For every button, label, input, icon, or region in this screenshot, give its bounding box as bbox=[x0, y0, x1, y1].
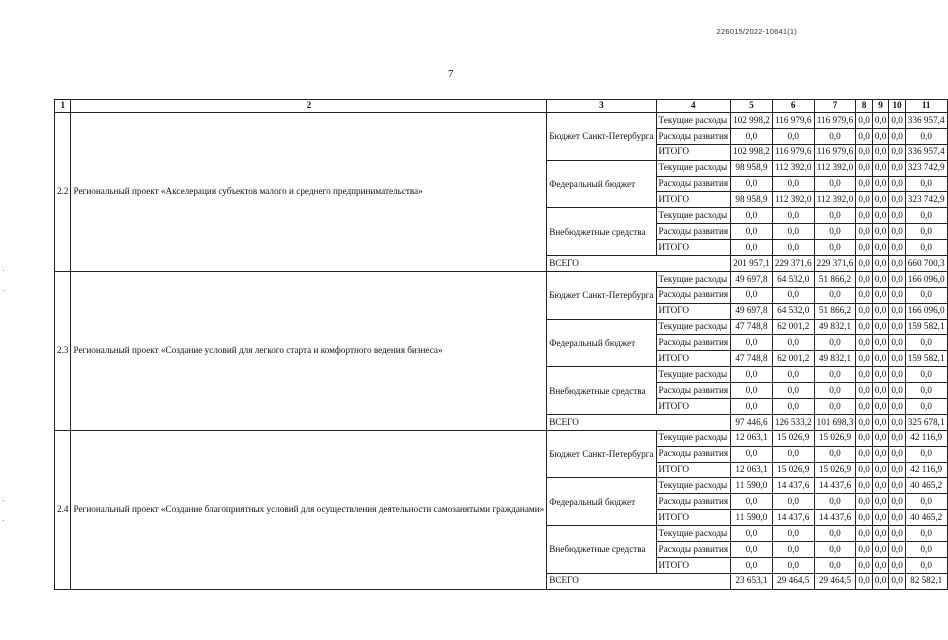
value-cell: 0,0 bbox=[856, 335, 872, 351]
value-cell: 0,0 bbox=[872, 367, 888, 383]
value-cell: 47 748,8 bbox=[731, 351, 773, 367]
value-cell: 0,0 bbox=[905, 542, 947, 558]
value-cell: 116 979,6 bbox=[814, 144, 856, 160]
value-cell: 0,0 bbox=[856, 144, 872, 160]
value-cell: 0,0 bbox=[814, 335, 856, 351]
header-row bbox=[55, 100, 948, 113]
value-cell: 0,0 bbox=[814, 224, 856, 240]
expense-type: Расходы развития bbox=[656, 128, 731, 144]
value-cell: 0,0 bbox=[772, 446, 814, 462]
value-cell: 0,0 bbox=[889, 160, 905, 176]
value-cell: 0,0 bbox=[856, 494, 872, 510]
value-cell: 0,0 bbox=[872, 557, 888, 573]
column-header: 10 bbox=[889, 100, 905, 113]
value-cell: 0,0 bbox=[905, 335, 947, 351]
column-header: 1 bbox=[55, 100, 71, 113]
value-cell: 42 116,9 bbox=[905, 430, 947, 446]
total-value-cell: 126 533,2 bbox=[772, 414, 814, 430]
value-cell: 0,0 bbox=[872, 542, 888, 558]
value-cell: 15 026,9 bbox=[772, 430, 814, 446]
funding-source: Бюджет Санкт-Петербурга bbox=[547, 271, 656, 319]
value-cell: 112 392,0 bbox=[772, 160, 814, 176]
value-cell: 0,0 bbox=[889, 351, 905, 367]
expense-type: Текущие расходы bbox=[656, 113, 731, 129]
value-cell: 336 957,4 bbox=[905, 113, 947, 129]
value-cell: 116 979,6 bbox=[814, 113, 856, 129]
value-cell: 0,0 bbox=[872, 383, 888, 399]
value-cell: 0,0 bbox=[889, 383, 905, 399]
total-value-cell: 0,0 bbox=[856, 573, 872, 589]
value-cell: 0,0 bbox=[772, 176, 814, 192]
project-name: Региональный проект «Создание благоприятных условий для осуществления деятельности самозанятыми гражданами» bbox=[71, 430, 547, 589]
value-cell: 0,0 bbox=[731, 335, 773, 351]
expense-type: ИТОГО bbox=[656, 510, 731, 526]
column-header: 9 bbox=[872, 100, 888, 113]
value-cell: 0,0 bbox=[905, 557, 947, 573]
table-row bbox=[55, 271, 948, 287]
value-cell: 159 582,1 bbox=[905, 319, 947, 335]
value-cell: 0,0 bbox=[905, 383, 947, 399]
total-value-cell: 229 371,6 bbox=[814, 256, 856, 272]
value-cell: 0,0 bbox=[814, 176, 856, 192]
expense-type: ИТОГО bbox=[656, 192, 731, 208]
value-cell: 0,0 bbox=[905, 240, 947, 256]
expense-type: Расходы развития bbox=[656, 494, 731, 510]
column-header: 5 bbox=[731, 100, 773, 113]
value-cell: 0,0 bbox=[772, 128, 814, 144]
value-cell: 49 697,8 bbox=[731, 303, 773, 319]
value-cell: 0,0 bbox=[814, 446, 856, 462]
value-cell: 0,0 bbox=[872, 160, 888, 176]
expense-type: ИТОГО bbox=[656, 351, 731, 367]
value-cell: 0,0 bbox=[814, 526, 856, 542]
value-cell: 0,0 bbox=[872, 208, 888, 224]
expense-type: Расходы развития bbox=[656, 383, 731, 399]
expense-type: ИТОГО bbox=[656, 144, 731, 160]
value-cell: 98 958,9 bbox=[731, 160, 773, 176]
value-cell: 0,0 bbox=[856, 287, 872, 303]
expense-type: ИТОГО bbox=[656, 303, 731, 319]
value-cell: 159 582,1 bbox=[905, 351, 947, 367]
value-cell: 0,0 bbox=[856, 462, 872, 478]
value-cell: 0,0 bbox=[772, 526, 814, 542]
value-cell: 0,0 bbox=[889, 542, 905, 558]
value-cell: 0,0 bbox=[872, 351, 888, 367]
value-cell: 0,0 bbox=[905, 367, 947, 383]
value-cell: 0,0 bbox=[772, 399, 814, 415]
value-cell: 0,0 bbox=[889, 319, 905, 335]
value-cell: 0,0 bbox=[889, 208, 905, 224]
total-value-cell: 0,0 bbox=[889, 256, 905, 272]
value-cell: 40 465,2 bbox=[905, 478, 947, 494]
value-cell: 0,0 bbox=[772, 240, 814, 256]
total-value-cell: 0,0 bbox=[872, 573, 888, 589]
value-cell: 0,0 bbox=[772, 494, 814, 510]
value-cell: 0,0 bbox=[731, 542, 773, 558]
value-cell: 0,0 bbox=[731, 367, 773, 383]
expense-type: Расходы развития bbox=[656, 335, 731, 351]
value-cell: 0,0 bbox=[889, 176, 905, 192]
binder-mark bbox=[3, 290, 4, 291]
value-cell: 0,0 bbox=[905, 287, 947, 303]
value-cell: 0,0 bbox=[814, 399, 856, 415]
value-cell: 0,0 bbox=[856, 128, 872, 144]
value-cell: 0,0 bbox=[905, 446, 947, 462]
value-cell: 0,0 bbox=[856, 271, 872, 287]
value-cell: 0,0 bbox=[889, 240, 905, 256]
funding-source: Внебюджетные средства bbox=[547, 208, 656, 256]
value-cell: 0,0 bbox=[814, 542, 856, 558]
value-cell: 0,0 bbox=[889, 144, 905, 160]
value-cell: 0,0 bbox=[889, 287, 905, 303]
value-cell: 0,0 bbox=[872, 271, 888, 287]
binder-mark bbox=[3, 500, 4, 501]
value-cell: 0,0 bbox=[872, 176, 888, 192]
value-cell: 112 392,0 bbox=[814, 192, 856, 208]
value-cell: 15 026,9 bbox=[772, 462, 814, 478]
value-cell: 323 742,9 bbox=[905, 160, 947, 176]
total-value-cell: 229 371,6 bbox=[772, 256, 814, 272]
value-cell: 0,0 bbox=[905, 526, 947, 542]
binder-mark bbox=[3, 270, 4, 271]
value-cell: 0,0 bbox=[772, 208, 814, 224]
value-cell: 0,0 bbox=[889, 128, 905, 144]
value-cell: 0,0 bbox=[772, 335, 814, 351]
value-cell: 0,0 bbox=[889, 399, 905, 415]
value-cell: 0,0 bbox=[905, 128, 947, 144]
expense-type: Текущие расходы bbox=[656, 160, 731, 176]
column-header: 4 bbox=[656, 100, 731, 113]
total-value-cell: 0,0 bbox=[872, 414, 888, 430]
value-cell: 0,0 bbox=[872, 462, 888, 478]
value-cell: 0,0 bbox=[731, 399, 773, 415]
value-cell: 42 116,9 bbox=[905, 462, 947, 478]
funding-source: Федеральный бюджет bbox=[547, 160, 656, 208]
value-cell: 0,0 bbox=[872, 494, 888, 510]
value-cell: 0,0 bbox=[856, 430, 872, 446]
column-header: 11 bbox=[905, 100, 947, 113]
value-cell: 0,0 bbox=[872, 335, 888, 351]
value-cell: 64 532,0 bbox=[772, 271, 814, 287]
value-cell: 0,0 bbox=[872, 319, 888, 335]
total-value-cell: 0,0 bbox=[856, 256, 872, 272]
funding-source: Бюджет Санкт-Петербурга bbox=[547, 113, 656, 161]
value-cell: 0,0 bbox=[905, 494, 947, 510]
value-cell: 0,0 bbox=[889, 446, 905, 462]
value-cell: 0,0 bbox=[856, 557, 872, 573]
expense-type: ИТОГО bbox=[656, 399, 731, 415]
value-cell: 0,0 bbox=[889, 478, 905, 494]
value-cell: 0,0 bbox=[872, 287, 888, 303]
value-cell: 0,0 bbox=[889, 113, 905, 129]
column-header: 7 bbox=[814, 100, 856, 113]
value-cell: 0,0 bbox=[872, 113, 888, 129]
value-cell: 0,0 bbox=[872, 128, 888, 144]
value-cell: 0,0 bbox=[814, 287, 856, 303]
value-cell: 0,0 bbox=[889, 462, 905, 478]
total-value-cell: 82 582,1 bbox=[905, 573, 947, 589]
value-cell: 102 998,2 bbox=[731, 144, 773, 160]
expense-type: Текущие расходы bbox=[656, 430, 731, 446]
value-cell: 0,0 bbox=[856, 240, 872, 256]
value-cell: 0,0 bbox=[872, 399, 888, 415]
expense-type: Расходы развития bbox=[656, 176, 731, 192]
value-cell: 0,0 bbox=[872, 510, 888, 526]
section-index: 2.2 bbox=[55, 113, 71, 272]
project-name: Региональный проект «Акселерация субъектов малого и среднего предпринимательства» bbox=[71, 113, 547, 272]
table-row bbox=[55, 113, 948, 129]
value-cell: 12 063,1 bbox=[731, 462, 773, 478]
value-cell: 0,0 bbox=[872, 240, 888, 256]
expense-type: ИТОГО bbox=[656, 240, 731, 256]
value-cell: 0,0 bbox=[889, 526, 905, 542]
funding-source: Федеральный бюджет bbox=[547, 319, 656, 367]
budget-table bbox=[54, 99, 948, 590]
value-cell: 0,0 bbox=[856, 303, 872, 319]
value-cell: 0,0 bbox=[731, 446, 773, 462]
value-cell: 0,0 bbox=[814, 208, 856, 224]
value-cell: 0,0 bbox=[905, 224, 947, 240]
total-value-cell: 0,0 bbox=[889, 573, 905, 589]
funding-source: Федеральный бюджет bbox=[547, 478, 656, 526]
value-cell: 0,0 bbox=[905, 208, 947, 224]
value-cell: 0,0 bbox=[731, 208, 773, 224]
value-cell: 51 866,2 bbox=[814, 303, 856, 319]
value-cell: 0,0 bbox=[889, 224, 905, 240]
expense-type: Текущие расходы bbox=[656, 319, 731, 335]
value-cell: 0,0 bbox=[856, 192, 872, 208]
value-cell: 0,0 bbox=[856, 399, 872, 415]
binder-mark bbox=[3, 520, 4, 521]
total-value-cell: 29 464,5 bbox=[814, 573, 856, 589]
value-cell: 0,0 bbox=[889, 494, 905, 510]
value-cell: 14 437,6 bbox=[814, 478, 856, 494]
value-cell: 102 998,2 bbox=[731, 113, 773, 129]
value-cell: 0,0 bbox=[889, 430, 905, 446]
value-cell: 336 957,4 bbox=[905, 144, 947, 160]
column-header: 2 bbox=[71, 100, 547, 113]
value-cell: 0,0 bbox=[731, 240, 773, 256]
expense-type: Расходы развития bbox=[656, 224, 731, 240]
value-cell: 0,0 bbox=[872, 303, 888, 319]
value-cell: 323 742,9 bbox=[905, 192, 947, 208]
total-label: ВСЕГО bbox=[547, 573, 731, 589]
value-cell: 0,0 bbox=[814, 494, 856, 510]
value-cell: 116 979,6 bbox=[772, 113, 814, 129]
value-cell: 51 866,2 bbox=[814, 271, 856, 287]
value-cell: 0,0 bbox=[905, 399, 947, 415]
value-cell: 0,0 bbox=[856, 542, 872, 558]
value-cell: 64 532,0 bbox=[772, 303, 814, 319]
value-cell: 0,0 bbox=[772, 542, 814, 558]
value-cell: 0,0 bbox=[856, 367, 872, 383]
value-cell: 47 748,8 bbox=[731, 319, 773, 335]
value-cell: 14 437,6 bbox=[814, 510, 856, 526]
value-cell: 0,0 bbox=[772, 287, 814, 303]
total-value-cell: 0,0 bbox=[889, 414, 905, 430]
value-cell: 14 437,6 bbox=[772, 510, 814, 526]
value-cell: 11 590,0 bbox=[731, 510, 773, 526]
document-reference: 226015/2022-10641(1) bbox=[716, 27, 797, 36]
total-label: ВСЕГО bbox=[547, 414, 731, 430]
value-cell: 0,0 bbox=[872, 526, 888, 542]
value-cell: 0,0 bbox=[872, 224, 888, 240]
section-index: 2.4 bbox=[55, 430, 71, 589]
funding-source: Внебюджетные средства bbox=[547, 367, 656, 415]
value-cell: 116 979,6 bbox=[772, 144, 814, 160]
value-cell: 0,0 bbox=[872, 144, 888, 160]
expense-type: Текущие расходы bbox=[656, 367, 731, 383]
value-cell: 0,0 bbox=[731, 526, 773, 542]
value-cell: 112 392,0 bbox=[772, 192, 814, 208]
value-cell: 0,0 bbox=[814, 128, 856, 144]
value-cell: 0,0 bbox=[856, 176, 872, 192]
value-cell: 0,0 bbox=[856, 351, 872, 367]
expense-type: ИТОГО bbox=[656, 557, 731, 573]
project-name: Региональный проект «Создание условий для легкого старта и комфортного ведения бизнеса» bbox=[71, 271, 547, 430]
value-cell: 0,0 bbox=[889, 510, 905, 526]
value-cell: 0,0 bbox=[856, 446, 872, 462]
value-cell: 0,0 bbox=[856, 383, 872, 399]
value-cell: 0,0 bbox=[856, 478, 872, 494]
value-cell: 0,0 bbox=[772, 383, 814, 399]
funding-source: Бюджет Санкт-Петербурга bbox=[547, 430, 656, 478]
value-cell: 15 026,9 bbox=[814, 462, 856, 478]
value-cell: 0,0 bbox=[814, 367, 856, 383]
value-cell: 62 001,2 bbox=[772, 351, 814, 367]
value-cell: 15 026,9 bbox=[814, 430, 856, 446]
value-cell: 0,0 bbox=[856, 224, 872, 240]
expense-type: Текущие расходы bbox=[656, 478, 731, 494]
page-number: 7 bbox=[448, 68, 454, 80]
total-label: ВСЕГО bbox=[547, 256, 731, 272]
value-cell: 0,0 bbox=[772, 224, 814, 240]
value-cell: 166 096,0 bbox=[905, 303, 947, 319]
total-value-cell: 23 653,1 bbox=[731, 573, 773, 589]
value-cell: 62 001,2 bbox=[772, 319, 814, 335]
expense-type: Текущие расходы bbox=[656, 208, 731, 224]
column-header: 3 bbox=[547, 100, 656, 113]
section-index: 2.3 bbox=[55, 271, 71, 430]
table-row bbox=[55, 430, 948, 446]
value-cell: 40 465,2 bbox=[905, 510, 947, 526]
value-cell: 166 096,0 bbox=[905, 271, 947, 287]
value-cell: 0,0 bbox=[731, 128, 773, 144]
total-value-cell: 201 957,1 bbox=[731, 256, 773, 272]
value-cell: 11 590,0 bbox=[731, 478, 773, 494]
value-cell: 0,0 bbox=[856, 113, 872, 129]
value-cell: 0,0 bbox=[889, 557, 905, 573]
value-cell: 0,0 bbox=[814, 557, 856, 573]
expense-type: Текущие расходы bbox=[656, 526, 731, 542]
value-cell: 14 437,6 bbox=[772, 478, 814, 494]
expense-type: Текущие расходы bbox=[656, 271, 731, 287]
value-cell: 0,0 bbox=[856, 160, 872, 176]
value-cell: 12 063,1 bbox=[731, 430, 773, 446]
value-cell: 0,0 bbox=[772, 557, 814, 573]
expense-type: Расходы развития bbox=[656, 542, 731, 558]
budget-table-body bbox=[55, 113, 948, 590]
value-cell: 0,0 bbox=[889, 271, 905, 287]
value-cell: 0,0 bbox=[731, 557, 773, 573]
value-cell: 0,0 bbox=[856, 208, 872, 224]
value-cell: 0,0 bbox=[772, 367, 814, 383]
total-value-cell: 325 678,1 bbox=[905, 414, 947, 430]
value-cell: 0,0 bbox=[872, 430, 888, 446]
total-value-cell: 0,0 bbox=[856, 414, 872, 430]
total-value-cell: 101 698,3 bbox=[814, 414, 856, 430]
value-cell: 0,0 bbox=[856, 510, 872, 526]
column-header: 8 bbox=[856, 100, 872, 113]
value-cell: 0,0 bbox=[731, 494, 773, 510]
value-cell: 0,0 bbox=[856, 319, 872, 335]
funding-source: Внебюджетные средства bbox=[547, 526, 656, 574]
value-cell: 0,0 bbox=[905, 176, 947, 192]
column-header: 6 bbox=[772, 100, 814, 113]
value-cell: 0,0 bbox=[872, 478, 888, 494]
value-cell: 0,0 bbox=[731, 383, 773, 399]
value-cell: 0,0 bbox=[889, 335, 905, 351]
value-cell: 112 392,0 bbox=[814, 160, 856, 176]
value-cell: 49 832,1 bbox=[814, 351, 856, 367]
value-cell: 0,0 bbox=[814, 383, 856, 399]
value-cell: 0,0 bbox=[889, 367, 905, 383]
value-cell: 0,0 bbox=[872, 192, 888, 208]
total-value-cell: 29 464,5 bbox=[772, 573, 814, 589]
value-cell: 0,0 bbox=[731, 287, 773, 303]
value-cell: 0,0 bbox=[872, 446, 888, 462]
expense-type: ИТОГО bbox=[656, 462, 731, 478]
value-cell: 0,0 bbox=[731, 224, 773, 240]
value-cell: 98 958,9 bbox=[731, 192, 773, 208]
value-cell: 0,0 bbox=[731, 176, 773, 192]
expense-type: Расходы развития bbox=[656, 446, 731, 462]
total-value-cell: 660 700,3 bbox=[905, 256, 947, 272]
value-cell: 49 832,1 bbox=[814, 319, 856, 335]
value-cell: 49 697,8 bbox=[731, 271, 773, 287]
value-cell: 0,0 bbox=[889, 192, 905, 208]
value-cell: 0,0 bbox=[814, 240, 856, 256]
total-value-cell: 0,0 bbox=[872, 256, 888, 272]
value-cell: 0,0 bbox=[889, 303, 905, 319]
expense-type: Расходы развития bbox=[656, 287, 731, 303]
value-cell: 0,0 bbox=[856, 526, 872, 542]
total-value-cell: 97 446,6 bbox=[731, 414, 773, 430]
